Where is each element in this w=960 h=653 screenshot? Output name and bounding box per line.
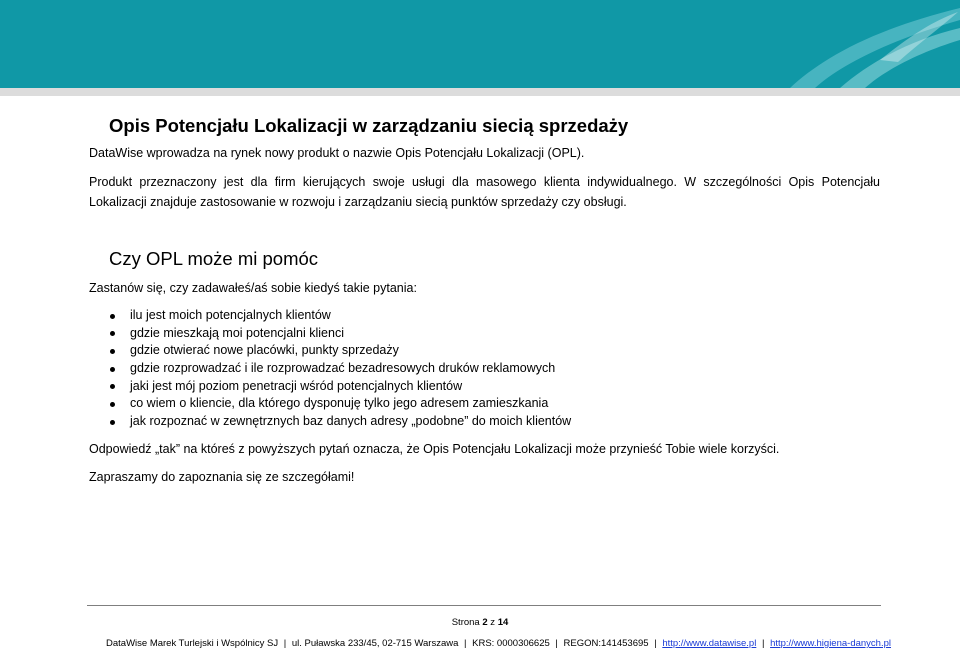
bullet-icon	[110, 402, 115, 407]
bullet-icon	[110, 314, 115, 319]
intro-paragraph: DataWise wprowadza na rynek nowy produkt o nazwie Opis Potencjału Lokalizacji (OPL).	[89, 146, 585, 160]
list-item	[110, 342, 571, 360]
footer-separator: |	[555, 638, 558, 649]
list-item-text: co wiem o kliencie, dla którego dysponuję tylko jego adresem zamieszkania	[130, 396, 549, 411]
page-total: 14	[497, 617, 509, 628]
page-prefix: Strona	[451, 617, 480, 628]
list-item-text: ilu jest moich potencjalnych klientów	[130, 308, 331, 322]
footer-address: ul. Puławska 233/45, 02-715 Warszawa	[291, 638, 459, 649]
page-current: 2	[482, 617, 488, 628]
description-line-2: Lokalizacji znajduje zastosowanie w rozwoju i zarządzaniu siecią punktów sprzedaży czy obsługi.	[89, 195, 627, 209]
footer-regon: REGON:141453695	[563, 638, 649, 649]
bullet-icon	[110, 384, 115, 389]
list-item	[110, 325, 571, 343]
list-item	[110, 360, 571, 378]
list-item	[110, 378, 571, 396]
page-number	[0, 617, 960, 628]
bullet-icon	[110, 349, 115, 354]
header-gray-strip	[0, 88, 960, 96]
question-intro: Zastanów się, czy zadawałeś/aś sobie kiedyś takie pytania:	[89, 281, 417, 295]
bullet-icon	[110, 420, 115, 425]
list-item	[110, 307, 571, 325]
bullet-icon	[110, 367, 115, 372]
footer-company-info	[106, 638, 891, 649]
page-separator: z	[490, 617, 496, 628]
list-item	[110, 413, 571, 431]
footer-link-datawise[interactable]: http://www.datawise.pl	[662, 638, 757, 649]
bullet-icon	[110, 331, 115, 336]
footer-company: DataWise Marek Turlejski i Wspólnicy SJ	[106, 638, 279, 649]
section-heading: Czy OPL może mi pomóc	[109, 248, 319, 269]
footer-divider	[87, 605, 881, 606]
question-list	[110, 307, 571, 431]
header-band	[0, 0, 960, 88]
footer-separator: |	[654, 638, 657, 649]
footer-krs: KRS: 0000306625	[472, 638, 550, 649]
description-paragraph	[89, 172, 880, 212]
page-title: Opis Potencjału Lokalizacji w zarządzaniu siecią sprzedaży	[109, 115, 629, 136]
list-item	[110, 395, 571, 413]
footer-separator: |	[283, 638, 287, 649]
footer-separator: |	[761, 638, 765, 649]
invitation-paragraph: Zapraszamy do zapoznania się ze szczegółami!	[89, 470, 355, 484]
answer-paragraph: Odpowiedź „tak” na któreś z powyższych pytań oznacza, że Opis Potencjału Lokalizacji może przynieść Tobie wiele korzyści.	[89, 442, 780, 456]
list-item-text: jak rozpoznać w zewnętrznych baz danych adresy „podobne” do moich klientów	[130, 414, 572, 429]
list-item-text: gdzie rozprowadzać i ile rozprowadzać bezadresowych druków reklamowych	[130, 361, 556, 376]
footer-separator: |	[464, 638, 467, 649]
description-line-1: Produkt przeznaczony jest dla firm kierujących swoje usługi dla masowego klienta indywidualnego. W szczególności Opis Potencjału	[89, 175, 880, 189]
list-item-text: gdzie mieszkają moi potencjalni klienci	[130, 325, 344, 340]
header-swoosh-graphic	[0, 0, 960, 88]
list-item-text: jaki jest mój poziom penetracji wśród potencjalnych klientów	[130, 378, 463, 393]
list-item-text: gdzie otwierać nowe placówki, punkty sprzedaży	[130, 343, 399, 358]
footer-link-higiena[interactable]: http://www.higiena-danych.pl	[770, 638, 891, 649]
